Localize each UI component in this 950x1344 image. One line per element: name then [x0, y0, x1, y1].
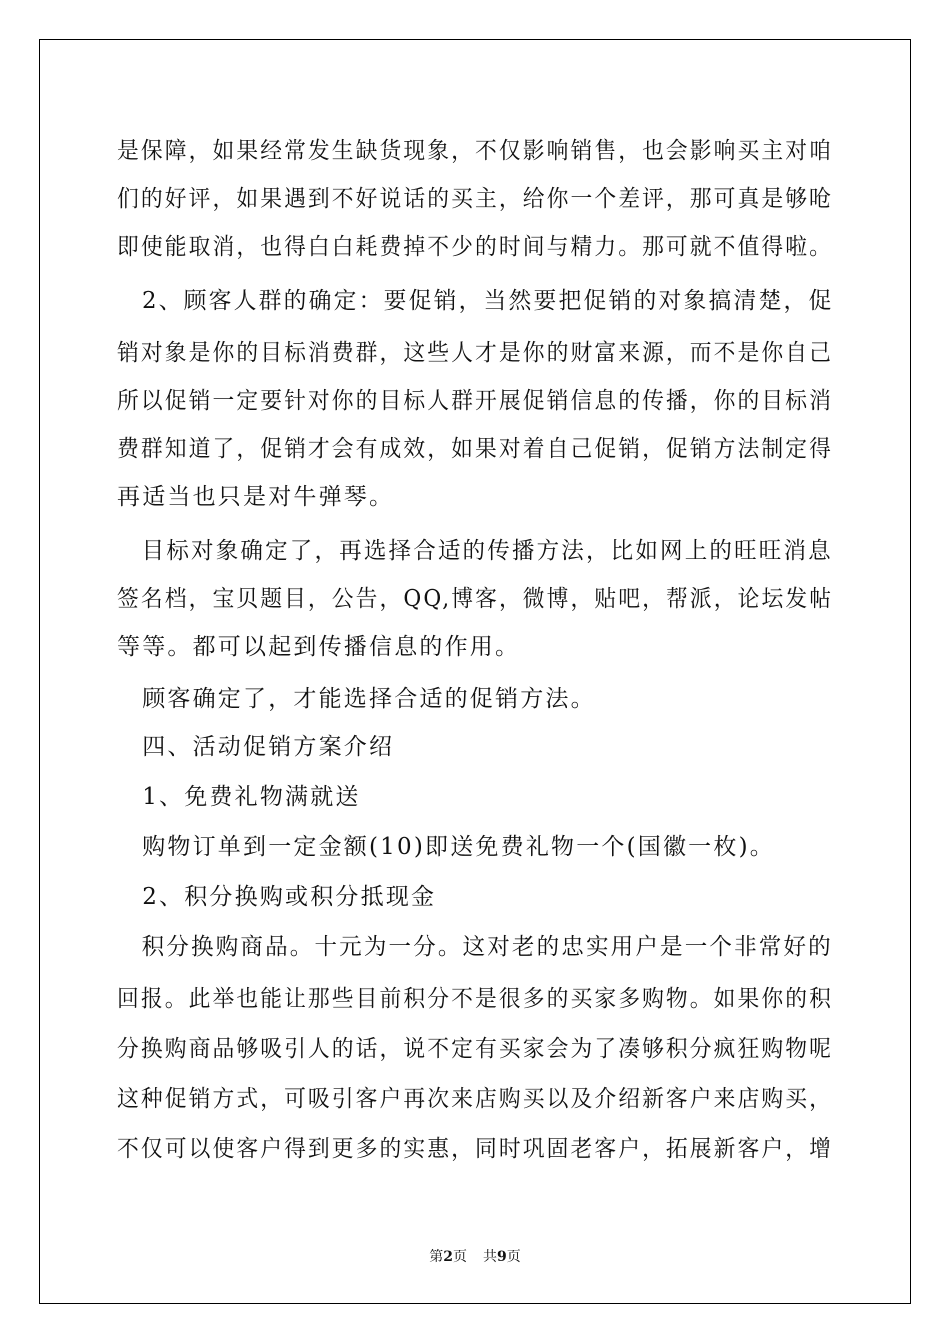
text-line: 回报。此举也能让那些目前积分不是很多的买家多购物。如果你的积	[117, 986, 833, 1012]
text-line: 2、顾客人群的确定：要促销，当然要把促销的对象搞清楚，促	[117, 288, 834, 314]
page-suffix: 页	[453, 1249, 467, 1265]
text-line: 即使能取消，也得白白耗费掉不少的时间与精力。那可就不值得啦。	[117, 234, 833, 260]
page-prefix: 第	[429, 1249, 444, 1265]
text-line: 顾客确定了，才能选择合适的促销方法。	[117, 686, 596, 712]
text-line: 分换购商品够吸引人的话，说不定有买家会为了凑够积分疯狂购物呢	[117, 1036, 833, 1062]
total-prefix: 共	[483, 1249, 497, 1265]
text-line: 1、免费礼物满就送	[117, 784, 361, 810]
text-line: 购物订单到一定金额(10)即送免费礼物一个(国徽一枚)。	[117, 834, 775, 860]
text-line: 所以促销一定要针对你的目标人群开展促销信息的传播，你的目标消	[117, 388, 833, 414]
total-suffix: 页	[506, 1249, 521, 1265]
text-line: 这种促销方式，可吸引客户再次来店购买以及介绍新客户来店购买，	[117, 1086, 833, 1112]
text-line: 费群知道了，促销才会有成效，如果对着自己促销，促销方法制定得	[117, 436, 833, 462]
text-line: 们的好评，如果遇到不好说话的买主，给你一个差评，那可真是够呛	[117, 186, 833, 212]
text-line: 积分换购商品。十元为一分。这对老的忠实用户是一个非常好的	[117, 934, 833, 960]
total-pages: 9	[497, 1249, 507, 1265]
text-line: 目标对象确定了，再选择合适的传播方法，比如网上的旺旺消息	[117, 538, 833, 564]
text-line: 等等。都可以起到传播信息的作用。	[117, 634, 521, 660]
page-border	[39, 39, 911, 1304]
text-line: 四、活动促销方案介绍	[117, 734, 395, 760]
page-footer	[0, 1246, 950, 1266]
text-line: 签名档，宝贝题目，公告，QQ,博客，微博，贴吧，帮派，论坛发帖	[117, 586, 834, 612]
text-line: 是保障，如果经常发生缺货现象，不仅影响销售，也会影响买主对咱	[117, 138, 833, 164]
page-number: 2	[443, 1249, 453, 1265]
text-line: 2、积分换购或积分抵现金	[117, 884, 437, 910]
text-line: 销对象是你的目标消费群，这些人才是你的财富来源，而不是你自己	[117, 340, 833, 366]
text-line: 再适当也只是对牛弹琴。	[117, 484, 395, 510]
text-line: 不仅可以使客户得到更多的实惠，同时巩固老客户，拓展新客户，增	[117, 1136, 833, 1162]
